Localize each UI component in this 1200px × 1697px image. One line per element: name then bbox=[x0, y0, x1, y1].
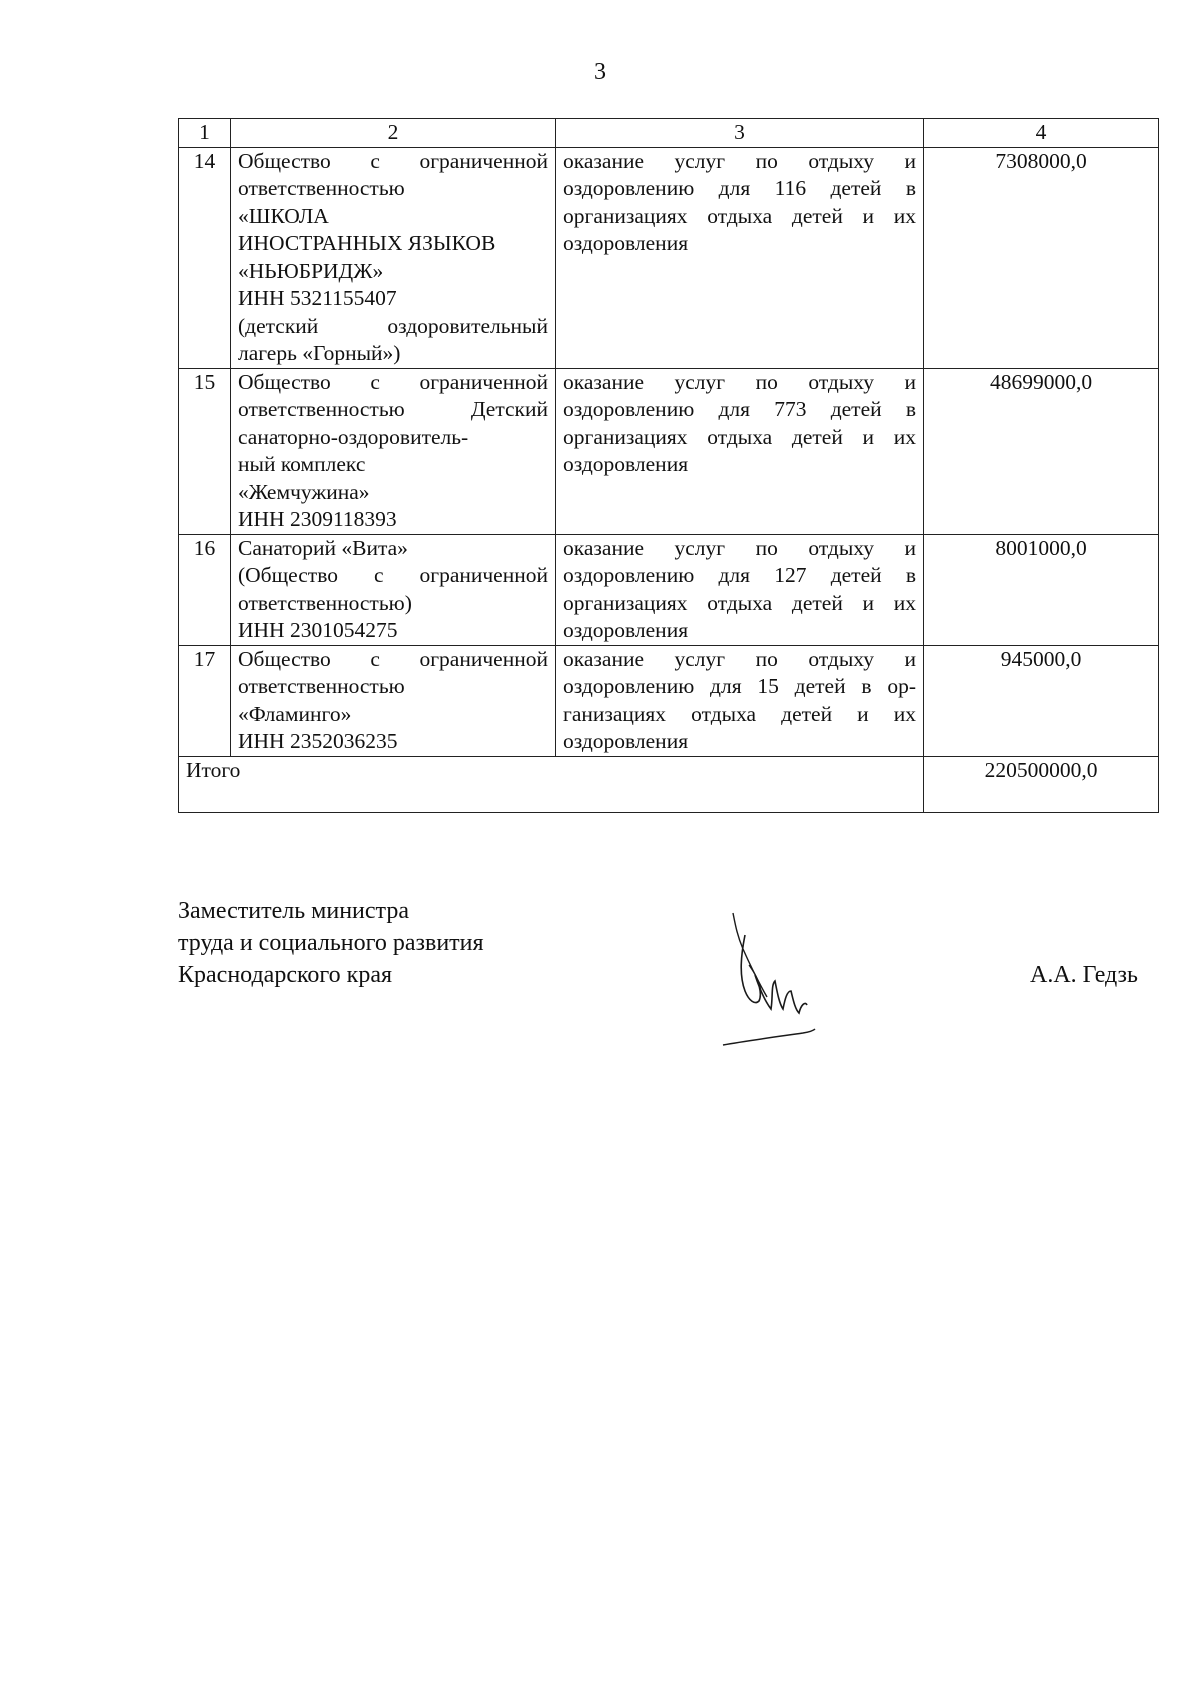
service-cell bbox=[556, 368, 924, 534]
cell-text-line: организациях отдыха детей и их bbox=[563, 590, 916, 615]
organization-cell bbox=[231, 147, 556, 368]
cell-text-line: Общество с ограниченной bbox=[238, 646, 548, 671]
cell-text-line: санаторно-оздоровитель- bbox=[238, 424, 469, 449]
service-cell bbox=[556, 147, 924, 368]
cell-text-line: ИНН 2309118393 bbox=[238, 507, 397, 531]
cell-text-line: оздоровлению для 127 детей в bbox=[563, 563, 916, 587]
cell-text-line: (Общество с ограниченной bbox=[238, 563, 548, 587]
cell-text-line: ответственностью bbox=[238, 674, 405, 698]
cell-text-line: организациях отдыха детей и их bbox=[563, 203, 916, 228]
cell-text-line: оказание услуг по отдыху и bbox=[563, 369, 916, 394]
cell-text-line: организациях отдыха детей и их bbox=[563, 424, 916, 449]
service-cell bbox=[556, 534, 924, 645]
cell-text-line: ИНН 2301054275 bbox=[238, 618, 398, 642]
header-col-4: 4 bbox=[924, 119, 1159, 148]
cell-text-line: Общество с ограниченной bbox=[238, 148, 548, 173]
cell-text-line: оздоровления bbox=[563, 618, 689, 642]
service-cell bbox=[556, 645, 924, 756]
header-col-2: 2 bbox=[231, 119, 556, 148]
payments-table bbox=[178, 118, 1159, 813]
cell-text-line: «НЬЮБРИДЖ» bbox=[238, 258, 384, 283]
cell-text-line: ответственностью bbox=[238, 176, 405, 200]
cell-text-line: ответственностью) bbox=[238, 590, 412, 615]
amount-cell: 7308000,0 bbox=[924, 147, 1159, 368]
row-number-cell: 16 bbox=[179, 534, 231, 645]
amount-cell: 8001000,0 bbox=[924, 534, 1159, 645]
table-row bbox=[179, 368, 1159, 534]
table-row bbox=[179, 645, 1159, 756]
cell-text-line: ганизациях отдыха детей и их bbox=[563, 701, 916, 726]
total-amount: 220500000,0 bbox=[924, 756, 1159, 812]
cell-text-line: ИНОСТРАННЫХ ЯЗЫКОВ bbox=[238, 231, 496, 255]
header-col-3: 3 bbox=[556, 119, 924, 148]
handwritten-signature bbox=[715, 905, 835, 1055]
row-number-cell: 14 bbox=[179, 147, 231, 368]
cell-text-line: (детский оздоровительный bbox=[238, 313, 548, 338]
row-number-cell: 17 bbox=[179, 645, 231, 756]
cell-text-line: ИНН 5321155407 bbox=[238, 286, 397, 310]
amount-cell: 48699000,0 bbox=[924, 368, 1159, 534]
cell-text-line: ный комплекс bbox=[238, 452, 366, 476]
cell-text-line: ответственностью Детский bbox=[238, 397, 548, 421]
organization-cell bbox=[231, 645, 556, 756]
total-row bbox=[179, 756, 1159, 812]
organization-cell bbox=[231, 534, 556, 645]
cell-text-line: оказание услуг по отдыху и bbox=[563, 148, 916, 173]
table-header-row bbox=[179, 119, 1159, 148]
table-row bbox=[179, 534, 1159, 645]
signature-title-line: труда и социального развития bbox=[178, 930, 484, 956]
cell-text-line: оздоровлению для 15 детей в ор- bbox=[563, 674, 916, 698]
cell-text-line: «ШКОЛА bbox=[238, 203, 329, 228]
signature-title-block bbox=[178, 895, 484, 991]
cell-text-line: «Фламинго» bbox=[238, 701, 352, 726]
table-row bbox=[179, 147, 1159, 368]
cell-text-line: лагерь «Горный») bbox=[238, 341, 401, 365]
cell-text-line: оздоровления bbox=[563, 729, 689, 753]
cell-text-line: «Жемчужина» bbox=[238, 479, 370, 504]
page-number: 3 bbox=[594, 59, 606, 85]
cell-text-line: оздоровлению для 116 детей в bbox=[563, 176, 916, 200]
row-number-cell: 15 bbox=[179, 368, 231, 534]
organization-cell bbox=[231, 368, 556, 534]
signature-title-line: Краснодарского края bbox=[178, 962, 393, 988]
header-col-1: 1 bbox=[179, 119, 231, 148]
cell-text-line: Общество с ограниченной bbox=[238, 369, 548, 394]
cell-text-line: оказание услуг по отдыху и bbox=[563, 646, 916, 671]
total-label: Итого bbox=[179, 756, 924, 812]
cell-text-line: оказание услуг по отдыху и bbox=[563, 535, 916, 560]
amount-cell: 945000,0 bbox=[924, 645, 1159, 756]
cell-text-line: оздоровления bbox=[563, 452, 689, 476]
cell-text-line: Санаторий «Вита» bbox=[238, 535, 408, 560]
cell-text-line: оздоровлению для 773 детей в bbox=[563, 397, 916, 421]
signer-name: А.А. Гедзь bbox=[1030, 962, 1138, 988]
cell-text-line: ИНН 2352036235 bbox=[238, 729, 398, 753]
signature-title-line: Заместитель министра bbox=[178, 898, 409, 924]
cell-text-line: оздоровления bbox=[563, 231, 689, 255]
